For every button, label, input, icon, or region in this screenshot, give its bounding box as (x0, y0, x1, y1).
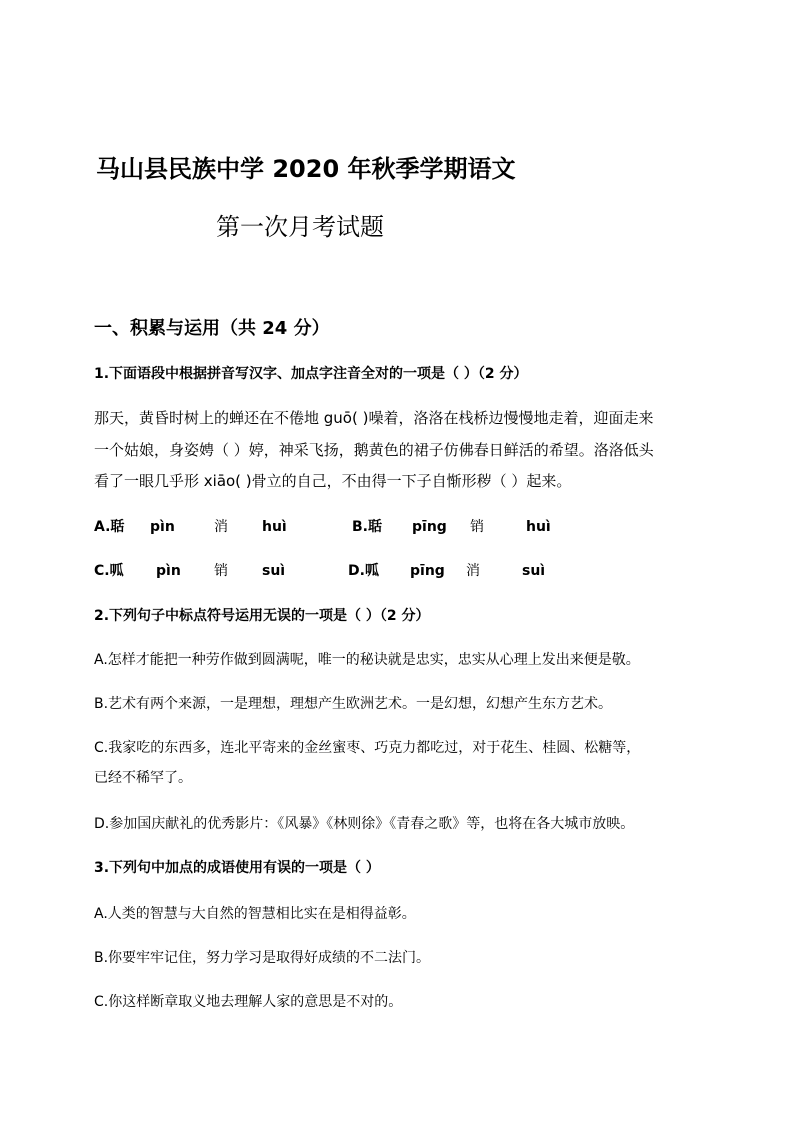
exam-title-line1: 马山县民族中学 2020 年秋季学期语文 (96, 155, 516, 183)
question-2-option-d: D.参加国庆献礼的优秀影片：《风暴》《林则徐》《青春之歌》等，也将在各大城市放映。 (94, 816, 635, 832)
question-1-passage-line: 那天，黄昏时树上的蝉还在不倦地 guō( )噪着，洛洛在栈桥边慢慢地走着，迎面走来 (94, 409, 654, 427)
question-3-option-b: B.你要牢牢记住，努力学习是取得好成绩的不二法门。 (94, 950, 431, 966)
question-3-option-c: C.你这样断章取义地去理解人家的意思是不对的。 (94, 994, 403, 1010)
question-1-passage-line: 看了一眼几乎形 xiāo( )骨立的自己，不由得一下子自惭形秽（ ）起来。 (94, 472, 572, 490)
question-2-option-b: B.艺术有两个来源，一是理想，理想产生欧洲艺术。一是幻想，幻想产生东方艺术。 (94, 696, 613, 712)
option-b-char-2: 销 (470, 519, 484, 535)
option-c-pinyin-2: suì (262, 563, 286, 579)
option-a-char-2: 消 (214, 519, 228, 535)
question-3-option-a: A.人类的智慧与大自然的智慧相比实在是相得益彰。 (94, 906, 416, 922)
question-1-passage-line: 一个姑娘，身姿娉（ ）婷，神采飞扬，鹅黄色的裙子仿佛春日鲜活的希望。洛洛低头 (94, 441, 654, 459)
question-2-option-c: C.我家吃的东西多，连北平寄来的金丝蜜枣、巧克力都吃过，对于花生、桂圆、松糖等， (94, 740, 641, 756)
exam-title-line2: 第一次月考试题 (216, 213, 384, 241)
question-2-stem: 2.下列句子中标点符号运用无误的一项是（ ）（2 分） (94, 608, 430, 624)
section-heading: 一、积累与运用（共 24 分） (94, 318, 330, 339)
question-1-stem: 1.下面语段中根据拼音写汉字、加点字注音全对的一项是（ ）（2 分） (94, 366, 528, 382)
question-2-option-a: A.怎样才能把一种劳作做到圆满呢，唯一的秘诀就是忠实，忠实从心理上发出来便是敬。 (94, 652, 640, 668)
option-c-pinyin-1: pìn (156, 563, 181, 579)
question-2-option-c-cont: 已经不稀罕了。 (94, 770, 192, 786)
option-d-pinyin-2: suì (522, 563, 546, 579)
question-3-stem: 3.下列句中加点的成语使用有误的一项是（ ） (94, 860, 380, 876)
option-b-char: B.聒 (352, 519, 382, 535)
option-c-char-2: 销 (214, 563, 228, 579)
option-c-char: C.呱 (94, 563, 124, 579)
option-b-pinyin-1: pīng (412, 519, 447, 535)
option-a-char: A.聒 (94, 519, 125, 535)
option-d-pinyin-1: pīng (410, 563, 445, 579)
option-a-pinyin-2: huì (262, 519, 287, 535)
option-d-char: D.呱 (348, 563, 379, 579)
option-a-pinyin-1: pìn (150, 519, 175, 535)
option-b-pinyin-2: huì (526, 519, 551, 535)
option-d-char-2: 消 (466, 563, 480, 579)
